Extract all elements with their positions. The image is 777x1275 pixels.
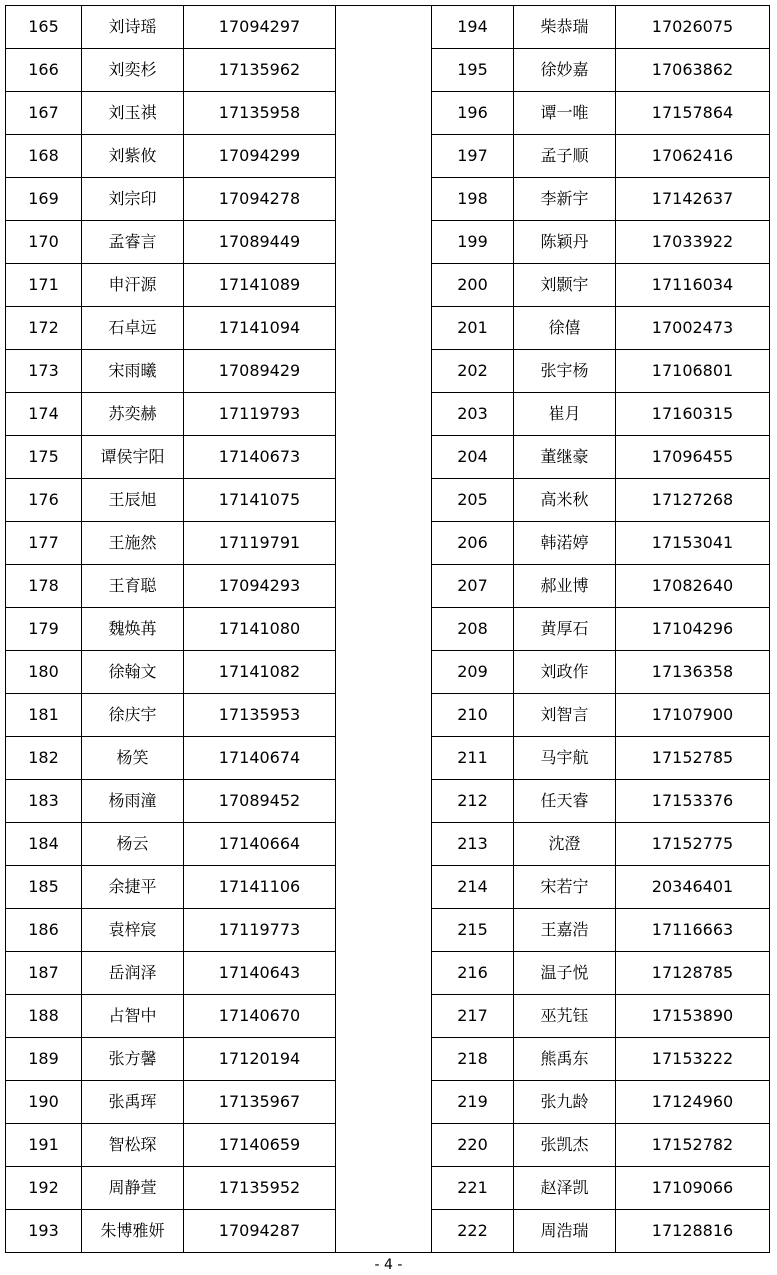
left-id-cell: 17141089	[184, 264, 336, 307]
left-id-cell: 17119773	[184, 909, 336, 952]
column-gap-cell	[336, 866, 432, 909]
left-serial-cell: 188	[6, 995, 82, 1038]
left-serial-cell: 168	[6, 135, 82, 178]
column-gap-cell	[336, 221, 432, 264]
left-id-cell: 17119793	[184, 393, 336, 436]
right-serial-cell: 222	[432, 1210, 514, 1253]
right-serial-cell: 203	[432, 393, 514, 436]
column-gap-cell	[336, 1081, 432, 1124]
left-name-cell: 占智中	[82, 995, 184, 1038]
left-name-cell: 孟睿言	[82, 221, 184, 264]
left-name-cell: 王育聪	[82, 565, 184, 608]
right-name-cell: 刘颢宇	[514, 264, 616, 307]
right-name-cell: 刘政作	[514, 651, 616, 694]
left-name-cell: 苏奕赫	[82, 393, 184, 436]
right-serial-cell: 201	[432, 307, 514, 350]
table-row	[6, 393, 770, 436]
left-name-cell: 刘宗印	[82, 178, 184, 221]
table-row	[6, 221, 770, 264]
right-name-cell: 熊禹东	[514, 1038, 616, 1081]
table-row	[6, 522, 770, 565]
table-row	[6, 866, 770, 909]
right-name-cell: 刘智言	[514, 694, 616, 737]
right-serial-cell: 204	[432, 436, 514, 479]
column-gap-cell	[336, 1167, 432, 1210]
right-serial-cell: 214	[432, 866, 514, 909]
left-id-cell: 17141094	[184, 307, 336, 350]
left-name-cell: 魏焕苒	[82, 608, 184, 651]
left-id-cell: 17140670	[184, 995, 336, 1038]
left-serial-cell: 191	[6, 1124, 82, 1167]
column-gap-cell	[336, 952, 432, 995]
left-serial-cell: 175	[6, 436, 82, 479]
left-id-cell: 17135967	[184, 1081, 336, 1124]
right-id-cell: 17104296	[616, 608, 770, 651]
column-gap-cell	[336, 178, 432, 221]
right-serial-cell: 212	[432, 780, 514, 823]
right-id-cell: 17152785	[616, 737, 770, 780]
left-id-cell: 17094297	[184, 6, 336, 49]
left-name-cell: 徐庆宇	[82, 694, 184, 737]
left-id-cell: 17094287	[184, 1210, 336, 1253]
left-id-cell: 17119791	[184, 522, 336, 565]
right-name-cell: 宋若宁	[514, 866, 616, 909]
right-serial-cell: 213	[432, 823, 514, 866]
column-gap-cell	[336, 1124, 432, 1167]
right-name-cell: 郝业博	[514, 565, 616, 608]
left-name-cell: 刘紫攸	[82, 135, 184, 178]
left-serial-cell: 177	[6, 522, 82, 565]
left-id-cell: 17089452	[184, 780, 336, 823]
left-serial-cell: 172	[6, 307, 82, 350]
column-gap-cell	[336, 135, 432, 178]
right-serial-cell: 197	[432, 135, 514, 178]
left-id-cell: 17140643	[184, 952, 336, 995]
right-id-cell: 17128785	[616, 952, 770, 995]
table-row	[6, 436, 770, 479]
table-row	[6, 1124, 770, 1167]
left-id-cell: 17094293	[184, 565, 336, 608]
column-gap-cell	[336, 6, 432, 49]
left-id-cell: 17140673	[184, 436, 336, 479]
column-gap-cell	[336, 651, 432, 694]
left-serial-cell: 186	[6, 909, 82, 952]
right-serial-cell: 211	[432, 737, 514, 780]
right-serial-cell: 194	[432, 6, 514, 49]
column-gap-cell	[336, 49, 432, 92]
right-id-cell: 17142637	[616, 178, 770, 221]
left-name-cell: 张方馨	[82, 1038, 184, 1081]
column-gap-cell	[336, 350, 432, 393]
column-gap-cell	[336, 823, 432, 866]
left-id-cell: 17089449	[184, 221, 336, 264]
table-row	[6, 909, 770, 952]
right-serial-cell: 220	[432, 1124, 514, 1167]
left-id-cell: 17141075	[184, 479, 336, 522]
left-name-cell: 杨笑	[82, 737, 184, 780]
left-serial-cell: 174	[6, 393, 82, 436]
right-name-cell: 温子悦	[514, 952, 616, 995]
column-gap-cell	[336, 307, 432, 350]
left-serial-cell: 183	[6, 780, 82, 823]
right-name-cell: 沈澄	[514, 823, 616, 866]
right-name-cell: 陈颖丹	[514, 221, 616, 264]
table-row	[6, 350, 770, 393]
left-serial-cell: 192	[6, 1167, 82, 1210]
right-id-cell: 17152775	[616, 823, 770, 866]
table-row	[6, 1167, 770, 1210]
left-serial-cell: 193	[6, 1210, 82, 1253]
right-name-cell: 周浩瑞	[514, 1210, 616, 1253]
column-gap-cell	[336, 1038, 432, 1081]
left-name-cell: 杨雨潼	[82, 780, 184, 823]
right-name-cell: 张凯杰	[514, 1124, 616, 1167]
right-serial-cell: 195	[432, 49, 514, 92]
right-name-cell: 徐妙嘉	[514, 49, 616, 92]
right-id-cell: 17033922	[616, 221, 770, 264]
right-name-cell: 王嘉浩	[514, 909, 616, 952]
right-id-cell: 17096455	[616, 436, 770, 479]
right-id-cell: 17128816	[616, 1210, 770, 1253]
right-id-cell: 17152782	[616, 1124, 770, 1167]
right-serial-cell: 202	[432, 350, 514, 393]
left-id-cell: 17140664	[184, 823, 336, 866]
column-gap-cell	[336, 1210, 432, 1253]
column-gap-cell	[336, 264, 432, 307]
right-serial-cell: 207	[432, 565, 514, 608]
table-row	[6, 737, 770, 780]
left-name-cell: 刘诗瑶	[82, 6, 184, 49]
left-name-cell: 刘玉祺	[82, 92, 184, 135]
right-name-cell: 谭一唯	[514, 92, 616, 135]
right-id-cell: 17002473	[616, 307, 770, 350]
right-id-cell: 17082640	[616, 565, 770, 608]
right-name-cell: 柴恭瑞	[514, 6, 616, 49]
left-id-cell: 17140674	[184, 737, 336, 780]
left-name-cell: 智松琛	[82, 1124, 184, 1167]
right-name-cell: 董继豪	[514, 436, 616, 479]
left-id-cell: 17135958	[184, 92, 336, 135]
right-name-cell: 孟子顺	[514, 135, 616, 178]
right-id-cell: 17116034	[616, 264, 770, 307]
left-id-cell: 17141082	[184, 651, 336, 694]
right-id-cell: 17107900	[616, 694, 770, 737]
left-name-cell: 宋雨曦	[82, 350, 184, 393]
right-id-cell: 17153376	[616, 780, 770, 823]
left-name-cell: 王施然	[82, 522, 184, 565]
left-serial-cell: 185	[6, 866, 82, 909]
left-id-cell: 17094278	[184, 178, 336, 221]
left-serial-cell: 176	[6, 479, 82, 522]
right-serial-cell: 206	[432, 522, 514, 565]
column-gap-cell	[336, 909, 432, 952]
left-id-cell: 17120194	[184, 1038, 336, 1081]
roster-body	[6, 6, 770, 1253]
right-name-cell: 张九龄	[514, 1081, 616, 1124]
table-row	[6, 307, 770, 350]
right-id-cell: 17062416	[616, 135, 770, 178]
right-id-cell: 17116663	[616, 909, 770, 952]
column-gap-cell	[336, 92, 432, 135]
right-id-cell: 17153222	[616, 1038, 770, 1081]
left-name-cell: 余捷平	[82, 866, 184, 909]
right-serial-cell: 209	[432, 651, 514, 694]
left-serial-cell: 184	[6, 823, 82, 866]
left-name-cell: 杨云	[82, 823, 184, 866]
right-name-cell: 马宇航	[514, 737, 616, 780]
right-name-cell: 徐僖	[514, 307, 616, 350]
right-name-cell: 韩渃婷	[514, 522, 616, 565]
left-serial-cell: 182	[6, 737, 82, 780]
table-row	[6, 651, 770, 694]
table-row	[6, 823, 770, 866]
table-row	[6, 952, 770, 995]
left-name-cell: 周静萱	[82, 1167, 184, 1210]
table-row	[6, 178, 770, 221]
right-id-cell: 17153041	[616, 522, 770, 565]
left-name-cell: 朱博雅妍	[82, 1210, 184, 1253]
table-row	[6, 1210, 770, 1253]
left-id-cell: 17135953	[184, 694, 336, 737]
column-gap-cell	[336, 479, 432, 522]
left-id-cell: 17135952	[184, 1167, 336, 1210]
left-name-cell: 谭侯宇阳	[82, 436, 184, 479]
right-name-cell: 赵泽凯	[514, 1167, 616, 1210]
right-id-cell: 17127268	[616, 479, 770, 522]
left-name-cell: 石卓远	[82, 307, 184, 350]
right-serial-cell: 205	[432, 479, 514, 522]
column-gap-cell	[336, 436, 432, 479]
right-serial-cell: 217	[432, 995, 514, 1038]
right-serial-cell: 210	[432, 694, 514, 737]
right-serial-cell: 199	[432, 221, 514, 264]
table-row	[6, 264, 770, 307]
table-row	[6, 92, 770, 135]
column-gap-cell	[336, 608, 432, 651]
column-gap-cell	[336, 995, 432, 1038]
left-serial-cell: 178	[6, 565, 82, 608]
left-serial-cell: 190	[6, 1081, 82, 1124]
left-id-cell: 17135962	[184, 49, 336, 92]
left-serial-cell: 165	[6, 6, 82, 49]
right-id-cell: 17157864	[616, 92, 770, 135]
left-id-cell: 17089429	[184, 350, 336, 393]
left-serial-cell: 167	[6, 92, 82, 135]
left-id-cell: 17141106	[184, 866, 336, 909]
left-serial-cell: 187	[6, 952, 82, 995]
left-name-cell: 刘奕杉	[82, 49, 184, 92]
right-name-cell: 李新宇	[514, 178, 616, 221]
right-name-cell: 崔月	[514, 393, 616, 436]
table-row	[6, 135, 770, 178]
left-serial-cell: 181	[6, 694, 82, 737]
left-serial-cell: 170	[6, 221, 82, 264]
left-serial-cell: 166	[6, 49, 82, 92]
table-row	[6, 1038, 770, 1081]
right-serial-cell: 208	[432, 608, 514, 651]
left-name-cell: 申汗源	[82, 264, 184, 307]
right-id-cell: 17109066	[616, 1167, 770, 1210]
right-serial-cell: 215	[432, 909, 514, 952]
left-id-cell: 17094299	[184, 135, 336, 178]
right-name-cell: 任天睿	[514, 780, 616, 823]
column-gap-cell	[336, 522, 432, 565]
left-name-cell: 徐翰文	[82, 651, 184, 694]
right-name-cell: 黄厚石	[514, 608, 616, 651]
table-row	[6, 995, 770, 1038]
right-id-cell: 17106801	[616, 350, 770, 393]
left-name-cell: 王辰旭	[82, 479, 184, 522]
column-gap-cell	[336, 780, 432, 823]
left-serial-cell: 179	[6, 608, 82, 651]
right-serial-cell: 219	[432, 1081, 514, 1124]
right-serial-cell: 218	[432, 1038, 514, 1081]
table-row	[6, 6, 770, 49]
right-id-cell: 17124960	[616, 1081, 770, 1124]
right-serial-cell: 196	[432, 92, 514, 135]
right-serial-cell: 221	[432, 1167, 514, 1210]
right-name-cell: 高米秋	[514, 479, 616, 522]
student-roster-table	[5, 5, 770, 1253]
left-serial-cell: 173	[6, 350, 82, 393]
right-id-cell: 17063862	[616, 49, 770, 92]
column-gap-cell	[336, 737, 432, 780]
right-serial-cell: 200	[432, 264, 514, 307]
table-row	[6, 49, 770, 92]
column-gap-cell	[336, 393, 432, 436]
table-row	[6, 780, 770, 823]
page-number: - 4 -	[374, 1257, 403, 1273]
right-id-cell: 17153890	[616, 995, 770, 1038]
column-gap-cell	[336, 694, 432, 737]
left-serial-cell: 171	[6, 264, 82, 307]
right-serial-cell: 198	[432, 178, 514, 221]
table-row	[6, 694, 770, 737]
left-name-cell: 袁梓宸	[82, 909, 184, 952]
left-serial-cell: 189	[6, 1038, 82, 1081]
left-name-cell: 张禹珲	[82, 1081, 184, 1124]
right-id-cell: 17026075	[616, 6, 770, 49]
table-row	[6, 479, 770, 522]
left-serial-cell: 169	[6, 178, 82, 221]
right-id-cell: 17136358	[616, 651, 770, 694]
left-id-cell: 17141080	[184, 608, 336, 651]
right-id-cell: 20346401	[616, 866, 770, 909]
column-gap-cell	[336, 565, 432, 608]
table-row	[6, 608, 770, 651]
right-id-cell: 17160315	[616, 393, 770, 436]
right-name-cell: 张宇杨	[514, 350, 616, 393]
left-id-cell: 17140659	[184, 1124, 336, 1167]
left-serial-cell: 180	[6, 651, 82, 694]
right-name-cell: 巫艽钰	[514, 995, 616, 1038]
right-serial-cell: 216	[432, 952, 514, 995]
table-row	[6, 565, 770, 608]
table-row	[6, 1081, 770, 1124]
left-name-cell: 岳润泽	[82, 952, 184, 995]
